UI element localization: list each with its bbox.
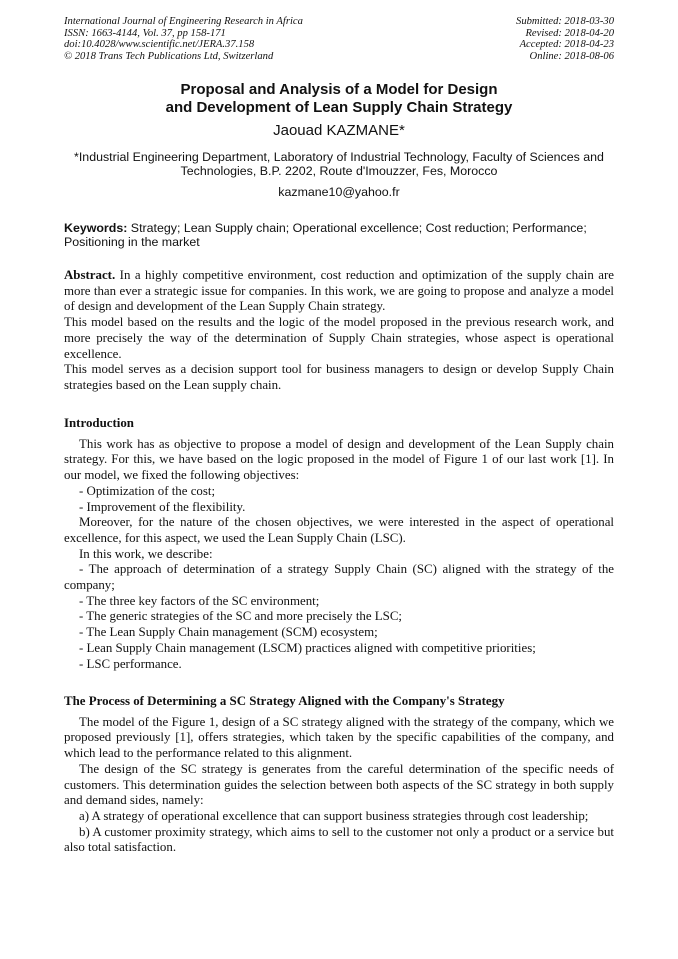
keywords (64, 221, 614, 249)
list-item: - Improvement of the flexibility. (79, 499, 246, 514)
paper-title (40, 81, 638, 117)
affiliation (40, 150, 638, 178)
list-item: - The three key factors of the SC environment; (79, 593, 320, 608)
affiliation-line: Technologies, B.P. 2202, Route d'Imouzzer, Fes, Morocco (180, 164, 498, 178)
section-heading: The Process of Determining a SC Strategy Aligned with the Company's Strategy (64, 694, 505, 708)
abstract-label: Abstract. (64, 268, 116, 282)
dates-info (516, 16, 614, 63)
keywords-text: Strategy; Lean Supply chain; Operational excellence; Cost reduction; Performance; Positioning in the market (64, 221, 587, 249)
keywords-label: Keywords: (64, 221, 128, 235)
list-item: a) A strategy of operational excellence that can support business strategies through cost leadership; (79, 808, 589, 823)
list-item: b) A customer proximity strategy, which aims to sell to the customer not only a product or a service but also total satisfaction. (64, 824, 614, 855)
title-line: and Development of Lean Supply Chain Strategy (165, 99, 513, 116)
doi: doi:10.4028/www.scientific.net/JERA.37.158 (64, 39, 255, 51)
accepted-date: Accepted: 2018-04-23 (519, 39, 614, 51)
list-item: - LSC performance. (79, 656, 182, 671)
paragraph: This work has as objective to propose a model of design and development of the Lean Supply chain strategy. For this, we have based on the logic proposed in the model of Figure 1 of our last work [1]. In our model, we fixed the following objectives: (64, 436, 614, 483)
journal-info (64, 16, 303, 63)
abstract-paragraph: In a highly competitive environment, cost reduction and optimization of the supply chain are more than ever a strategic issue for companies. In this work, we are going to propose and analyze a model of design and development of the Lean Supply Chain strategy. (64, 268, 614, 314)
list-item: - The Lean Supply Chain management (SCM) ecosystem; (79, 625, 378, 640)
list-item: - Optimization of the cost; (79, 483, 216, 498)
online-date: Online: 2018-08-06 (529, 51, 614, 63)
list-item: - The generic strategies of the SC and more precisely the LSC; (79, 609, 403, 624)
paragraph: The model of the Figure 1, design of a SC strategy aligned with the strategy of the company, which we proposed previously [1], offers strategies, which taken by the specific capabilities of the company, and which lead to the performance related to this alignment. (64, 714, 614, 761)
submitted-date: Submitted: 2018-03-30 (516, 16, 614, 27)
paragraph: In this work, we describe: (79, 546, 213, 561)
abstract-paragraph: This model based on the results and the logic of the model proposed in the previous research work, and more precisely the way of the determination of Supply Chain strategies, whose aspect is operational excellence. (64, 315, 614, 361)
copyright: © 2018 Trans Tech Publications Ltd, Switzerland (64, 51, 274, 63)
list-item: - Lean Supply Chain management (LSCM) practices aligned with competitive priorities; (79, 640, 536, 655)
list-item: - The approach of determination of a strategy Supply Chain (SC) aligned with the strategy of the company; (64, 562, 614, 593)
paragraph: The design of the SC strategy is generates from the careful determination of the specific needs of customers. This determination guides the selection between both aspects of the SC strategy in both supply and demand sides, namely: (64, 761, 614, 808)
process-section (64, 694, 614, 856)
introduction-section (64, 416, 614, 672)
journal-name: International Journal of Engineering Research in Africa (64, 16, 303, 27)
section-heading: Introduction (64, 416, 134, 430)
revised-date: Revised: 2018-04-20 (525, 27, 614, 39)
abstract-paragraph: This model serves as a decision support tool for business managers to design or develop Supply Chain strategies based on the Lean supply chain. (64, 362, 614, 392)
author: Jaouad KAZMANE* (273, 122, 405, 139)
author-email: kazmane10@yahoo.fr (278, 185, 400, 199)
abstract (64, 268, 614, 394)
affiliation-line: *Industrial Engineering Department, Laboratory of Industrial Technology, Faculty of Sciences and (74, 150, 604, 164)
title-line: Proposal and Analysis of a Model for Design (180, 81, 498, 98)
issn: ISSN: 1663-4144, Vol. 37, pp 158-171 (64, 27, 226, 39)
paragraph: Moreover, for the nature of the chosen objectives, we were interested in the aspect of operational excellence, for this aspect, we used the Lean Supply Chain (LSC). (64, 515, 614, 545)
